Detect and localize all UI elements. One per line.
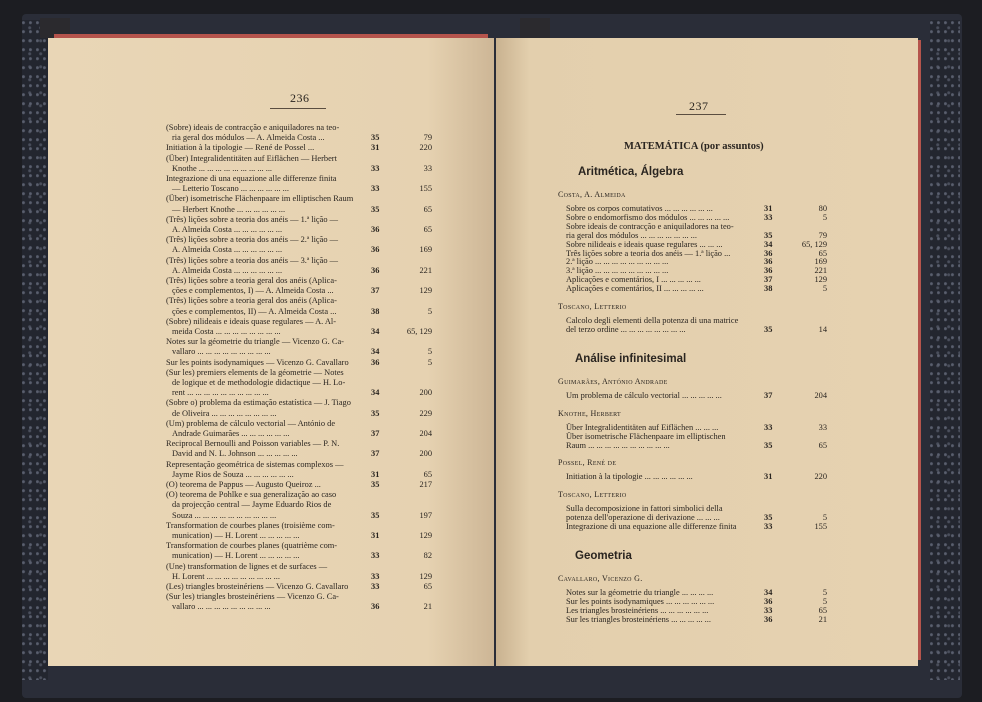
entry-line: David and N. L. Johnson ... ... ... ... ...: [172, 449, 298, 459]
entry-line: de Oliveira ... ... ... ... ... ... ... ...: [172, 408, 277, 418]
index-page: 5: [822, 284, 827, 294]
entry-issue: 34: [371, 388, 380, 398]
entry-line: Knothe ... ... ... ... ... ... ... ... ...: [172, 163, 273, 173]
author-name: Cavallaro, Vicenzo G.: [558, 574, 643, 583]
index-page: 204: [814, 390, 827, 400]
index-issue: 36: [764, 596, 773, 606]
entry-issue: 35: [371, 204, 380, 214]
marbled-edge-left: [22, 20, 48, 680]
index-line: Über isometrische Flächenpaare im elliptischen: [566, 431, 726, 441]
entry-page: 197: [419, 510, 432, 520]
entry-line: (Três) lições sobre a teoria dos anéis — 1.ª lição —: [166, 214, 339, 224]
entry-issue: 33: [371, 184, 380, 194]
index-line: Sur les triangles brosteinériens ... ... ... ... ...: [566, 614, 711, 624]
entry-page: 65, 129: [406, 327, 432, 336]
index-issue: 35: [764, 440, 773, 450]
index-page: 5: [822, 513, 827, 523]
entry-line: Sur les points isodynamiques — Vicenzo G. Cavallaro: [166, 357, 349, 367]
entry-issue: 38: [371, 306, 380, 316]
index-line: Aplicações e comentários, I ... ... ... ... ...: [566, 275, 701, 285]
entry-line: (Três) lições sobre a teoria geral dos anéis (Aplica-: [166, 296, 337, 306]
entry-issue: 35: [371, 510, 380, 520]
index-line: Integrazione di una equazione alle differenze finita: [566, 522, 737, 532]
index-line: potenza dell'operazione di derivazione ... ... ...: [566, 513, 720, 523]
entry-page: 129: [419, 286, 432, 296]
index-issue: 37: [764, 275, 773, 285]
page-number-left: 236: [290, 91, 310, 105]
index-page: 169: [814, 257, 827, 267]
subject-heading: Geometria: [575, 550, 632, 562]
entry-page: 204: [419, 429, 432, 438]
entry-line: rent ... ... ... ... ... ... ... ... ... ...: [172, 388, 269, 398]
entry-page: 65: [423, 204, 432, 214]
index-line: Calcolo degli elementi della potenza di una matrice: [566, 316, 739, 325]
entry-page: 5: [427, 357, 432, 367]
entry-issue: 34: [371, 327, 380, 336]
index-page: 5: [822, 596, 827, 606]
author-name: Toscano, Letterio: [558, 490, 627, 500]
entry-line: Jayme Rios de Souza ... ... ... ... ... ...: [172, 469, 294, 479]
index-issue: 35: [764, 513, 773, 523]
author-name: Guimarães, António Andrade: [558, 376, 668, 386]
entry-line: A. Almeida Costa ... ... ... ... ... ...: [172, 225, 283, 234]
entry-issue: 33: [371, 551, 380, 561]
index-line: ria geral dos módulos ... ... ... ... ... ... ...: [566, 230, 697, 240]
entry-line: Souza ... ... ... ... ... ... ... ... ... ...: [172, 510, 277, 520]
index-issue: 33: [764, 522, 773, 532]
entry-issue: 37: [371, 286, 380, 296]
page-number-right: 237: [689, 99, 709, 113]
entry-line: (Les) triangles brosteinériens — Vicenzo G. Cavallaro: [166, 582, 349, 591]
entry-line: A. Almeida Costa ... ... ... ... ... ...: [172, 265, 283, 275]
entry-line: Andrade Guimarães ... ... ... ... ... ...: [172, 429, 290, 438]
index-issue: 37: [764, 390, 773, 400]
index-line: Sur les points isodynamiques ... ... ... ... ... ...: [566, 596, 715, 606]
index-page: 79: [818, 230, 827, 240]
index-issue: 34: [764, 239, 773, 249]
author-name: Costa, A. Almeida: [558, 190, 626, 199]
index-line: Um problema de cálculo vectorial ... ... ... ... ...: [566, 390, 722, 400]
entry-page: 65: [423, 469, 432, 479]
entry-issue: 36: [371, 602, 380, 612]
entry-page: 33: [423, 163, 432, 173]
index-page: 220: [814, 472, 827, 482]
entry-line: munication) — H. Lorent ... ... ... ... ...: [172, 531, 300, 540]
entry-issue: 31: [371, 143, 380, 153]
entry-line: (Sur les) premiers elements de la géometrie — Notes: [166, 367, 344, 377]
index-line: Sobre o endomorfismo dos módulos ... ... ... ... ...: [566, 212, 730, 222]
index-issue: 34: [764, 588, 773, 597]
entry-issue: 35: [371, 480, 380, 489]
entry-line: (Três) lições sobre a teoria geral dos anéis (Aplica-: [166, 276, 337, 285]
entry-issue: 33: [371, 163, 380, 173]
subject-heading: Aritmética, Álgebra: [578, 166, 684, 178]
index-issue: 38: [764, 284, 773, 294]
entry-issue: 37: [371, 449, 380, 459]
entry-line: Transformation de courbes planes (troisième com-: [166, 520, 335, 530]
index-line: Três lições sobre a teoria dos anéis — 1.ª lição ...: [566, 248, 731, 258]
entry-line: (Um) problema de cálculo vectorial — António de: [166, 418, 336, 428]
entry-line: ria geral dos módulos — A. Almeida Costa ...: [172, 133, 325, 143]
entry-page: 229: [419, 408, 432, 418]
entry-line: H. Lorent ... ... ... ... ... ... ... ... ...: [172, 571, 280, 581]
index-page: 65: [818, 440, 827, 450]
index-issue: 36: [764, 248, 773, 258]
entry-line: (O) teorema de Pappus — Augusto Queiroz ...: [166, 480, 321, 489]
entry-line: (Três) lições sobre a teoria dos anéis — 3.ª lição —: [166, 255, 339, 265]
author-name: Knothe, Herbert: [558, 408, 622, 418]
entry-issue: 31: [371, 469, 380, 479]
index-line: del terzo ordine ... ... ... ... ... ... ... ...: [566, 324, 686, 334]
entry-line: (Sur les) triangles brosteinériens — Vicenzo G. Ca-: [166, 592, 339, 602]
index-page: 14: [818, 324, 827, 334]
index-issue: 33: [764, 605, 773, 615]
author-name: Toscano, Letterio: [558, 302, 627, 311]
entry-issue: 34: [371, 347, 380, 357]
entry-page: 129: [419, 531, 432, 540]
entry-page: 169: [419, 245, 432, 255]
index-issue: 33: [764, 212, 773, 222]
index-page: 33: [818, 422, 827, 432]
section-title: MATEMÁTICA (por assuntos): [624, 141, 764, 152]
index-page: 65: [818, 605, 827, 615]
entry-line: (Über) isometrische Flächenpaare im elliptischen Raum: [166, 194, 354, 204]
entry-line: — Letterio Toscano ... ... ... ... ... ...: [172, 184, 289, 194]
entry-page: 5: [427, 347, 432, 357]
entry-page: 65: [423, 582, 432, 591]
entry-line: (Une) transformation de lignes et de surfaces —: [166, 561, 328, 571]
index-issue: 35: [764, 230, 773, 240]
entry-issue: 37: [371, 429, 380, 438]
index-page: 21: [818, 614, 827, 624]
entry-line: A. Almeida Costa ... ... ... ... ... ...: [172, 245, 283, 255]
entry-line: vallaro ... ... ... ... ... ... ... ... ...: [172, 347, 271, 357]
entry-line: Reciprocal Bernoulli and Poisson variables — P. N.: [166, 439, 340, 449]
index-line: Notes sur la géometrie du triangle ... ... ... ...: [566, 588, 714, 597]
entry-line: (Sobre) ideais de contracção e aniquiladores na teo-: [166, 123, 340, 132]
index-line: 3.ª lição ... ... ... ... ... ... ... ... ...: [566, 266, 669, 276]
entry-line: da projecção central — Jayme Eduardo Rios de: [172, 500, 332, 510]
entry-line: Integrazione di una equazione alle differenze finita: [166, 174, 337, 183]
index-line: Aplicações e comentários, II ... ... ... ... ...: [566, 284, 704, 294]
index-line: Les triangles brosteinériens ... ... ... ... ... ...: [566, 605, 709, 615]
index-line: Sulla decomposizione in fattori simbolici della: [566, 504, 723, 514]
index-line: Initiation à la tipologie ... ... ... ... ... ...: [566, 472, 693, 482]
header-rule-right: [676, 114, 726, 115]
author-name: Possel, René de: [558, 458, 617, 468]
index-page: 65: [818, 248, 827, 258]
entry-issue: 33: [371, 582, 380, 591]
entry-issue: 36: [371, 357, 380, 367]
entry-page: 155: [419, 184, 432, 194]
index-issue: 36: [764, 266, 773, 276]
entry-line: (Sobre) nilideais e ideais quase regulares — A. Al-: [166, 316, 337, 326]
entry-line: vallaro ... ... ... ... ... ... ... ... ...: [172, 602, 271, 612]
index-page: 5: [822, 588, 827, 597]
entry-page: 220: [419, 143, 432, 153]
index-issue: 31: [764, 204, 773, 213]
entry-line: — Herbert Knothe ... ... ... ... ... ...: [172, 204, 286, 214]
entry-page: 221: [419, 265, 432, 275]
index-issue: 36: [764, 257, 773, 267]
index-line: Sobre ideais de contracção e aniquiladores na teo-: [566, 221, 734, 231]
entry-issue: 31: [371, 531, 380, 540]
entry-issue: 35: [371, 408, 380, 418]
index-issue: 36: [764, 614, 773, 624]
entry-page: 5: [427, 306, 432, 316]
entry-line: meida Costa ... ... ... ... ... ... ... ...: [172, 327, 281, 336]
index-line: Sobre nilideais e ideais quase regulares ... ... ...: [566, 239, 723, 249]
entry-line: Representação geométrica de sistemas complexos —: [166, 459, 344, 469]
entry-issue: 36: [371, 265, 380, 275]
entry-page: 129: [419, 571, 432, 581]
index-page: 155: [814, 522, 827, 532]
right-page: [496, 38, 918, 666]
entry-line: (O) teorema de Pohlke e sua generalização ao caso: [166, 490, 337, 500]
index-page: 80: [818, 204, 827, 213]
index-issue: 33: [764, 422, 773, 432]
entry-line: ções e complementos, II) — A. Almeida Costa ...: [172, 306, 337, 316]
bookmark-stub-right: [520, 18, 550, 38]
entry-line: Initiation à la tipologie — René de Possel ...: [166, 143, 315, 153]
index-line: Sobre os corpos comutativos ... ... ... ... ... ...: [566, 204, 713, 213]
entry-line: Transformation de courbes planes (quatrième com-: [166, 541, 338, 551]
entry-issue: 35: [371, 133, 380, 143]
header-rule-left: [270, 108, 326, 109]
index-page: 129: [814, 275, 827, 285]
subject-heading: Análise infinitesimal: [575, 352, 687, 365]
entry-page: 65: [423, 225, 432, 234]
index-line: 2.ª lição ... ... ... ... ... ... ... ... ...: [566, 257, 669, 267]
entry-line: ções e complementos, I) — A. Almeida Costa ...: [172, 286, 334, 296]
entry-line: (Sobre o) problema da estimação estatística — J. Tiago: [166, 398, 351, 408]
entry-page: 82: [423, 551, 432, 561]
entry-line: munication) — H. Lorent ... ... ... ... ...: [172, 551, 300, 561]
index-line: Raum ... ... ... ... ... ... ... ... ... ...: [566, 440, 670, 450]
index-issue: 31: [764, 472, 773, 482]
entry-page: 200: [419, 388, 432, 398]
entry-line: de logique et de methodologie didactique — H. Lo-: [172, 378, 346, 387]
entry-page: 79: [423, 133, 432, 143]
entry-issue: 36: [371, 245, 380, 255]
index-page: 65, 129: [801, 239, 827, 249]
entry-line: (Três) lições sobre a teoria dos anéis — 2.ª lição —: [166, 235, 339, 245]
index-page: 5: [822, 212, 827, 222]
entry-page: 217: [419, 480, 432, 489]
index-line: Über Integralidentitäten auf Eiflächen ... ... ...: [566, 422, 719, 432]
marbled-edge-right: [930, 20, 960, 680]
entry-issue: 36: [371, 225, 380, 234]
entry-line: Notes sur la géometrie du triangle — Vicenzo G. Ca-: [166, 337, 344, 347]
entry-page: 200: [419, 449, 432, 459]
entry-line: (Über) Integralidentitäten auf Eiflächen — Herbert: [166, 153, 337, 163]
index-issue: 35: [764, 324, 773, 334]
entry-page: 21: [423, 602, 432, 612]
index-page: 221: [814, 266, 827, 276]
entry-issue: 33: [371, 571, 380, 581]
